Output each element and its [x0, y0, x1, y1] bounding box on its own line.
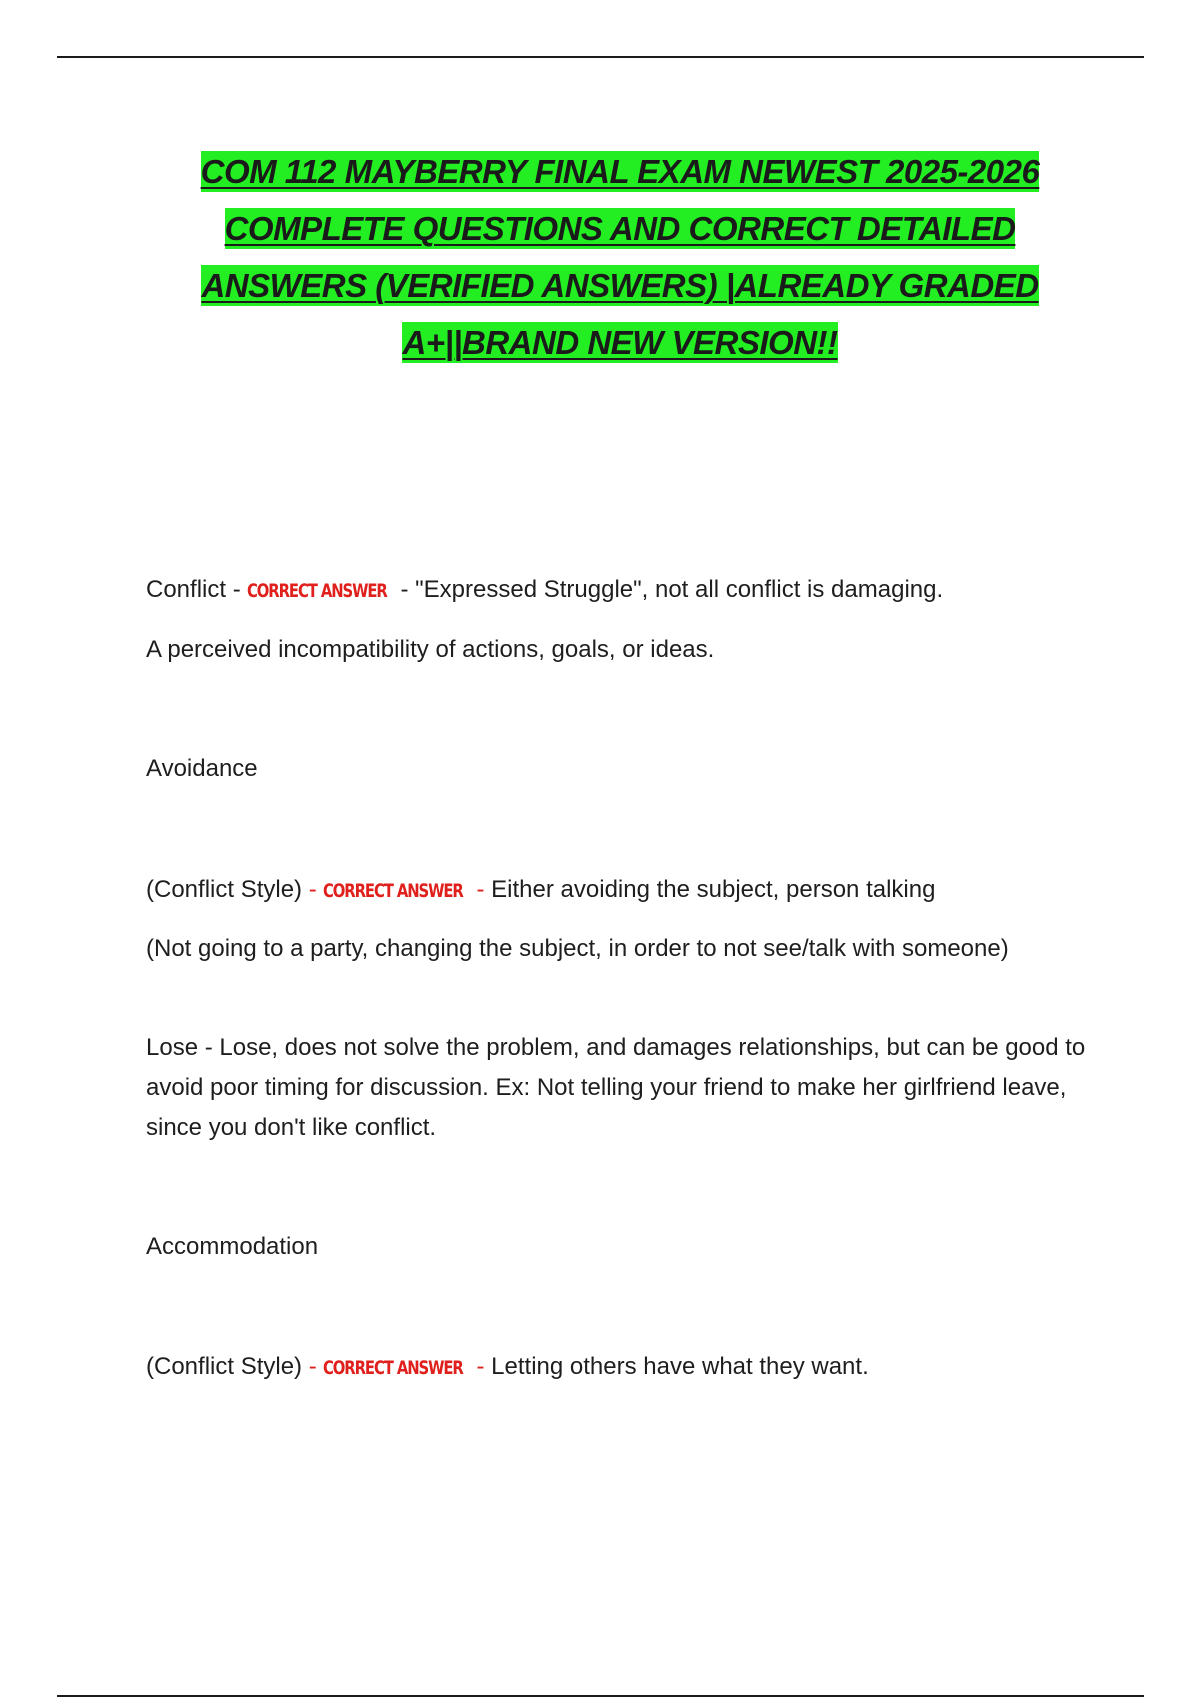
question-term: Accommodation — [146, 1233, 319, 1260]
qa-conflict — [146, 570, 1086, 611]
correct-answer-label: CORRECT ANSWER — [323, 880, 464, 902]
body-paragraph: A perceived incompatibility of actions, goals, or ideas. — [146, 636, 715, 663]
answer-separator: - — [476, 1353, 492, 1380]
header-rule — [57, 56, 1144, 58]
answer-separator: - — [226, 576, 248, 603]
question-term: (Conflict Style) — [146, 876, 303, 903]
answer-text: "Expressed Struggle", not all conflict is damaging. — [415, 576, 944, 603]
question-term: Avoidance — [146, 755, 258, 782]
answer-separator: - — [302, 1353, 324, 1380]
answer-separator: - — [476, 876, 492, 903]
answer-separator: - — [400, 576, 416, 603]
qa-accommodation — [146, 1347, 1086, 1388]
body-paragraph: Lose - Lose, does not solve the problem, and damages relationships, but can be good to avoid poor timing for discussion. Ex: Not telling your friend to make her girlfriend leave, since you don't like conflict. — [146, 1034, 1086, 1141]
question-term: Conflict — [146, 576, 227, 603]
answer-separator: - — [302, 876, 324, 903]
question-term: (Conflict Style) — [146, 1353, 303, 1380]
correct-answer-label: CORRECT ANSWER — [323, 1357, 464, 1379]
body-paragraph: (Not going to a party, changing the subject, in order to not see/talk with someone) — [146, 935, 1009, 962]
document-title — [140, 143, 1100, 371]
answer-text: Either avoiding the subject, person talking — [491, 876, 936, 903]
footer-rule — [57, 1695, 1144, 1697]
correct-answer-label: CORRECT ANSWER — [247, 580, 388, 602]
qa-avoidance — [146, 870, 1086, 911]
answer-text: Letting others have what they want. — [491, 1353, 869, 1380]
document-title-text: COM 112 MAYBERRY FINAL EXAM NEWEST 2025-2026 COMPLETE QUESTIONS AND CORRECT DETAILED ANSWERS (VERIFIED ANSWERS) |ALREADY GRADED A+||BRAND NEW VERSION!! — [200, 153, 1040, 361]
